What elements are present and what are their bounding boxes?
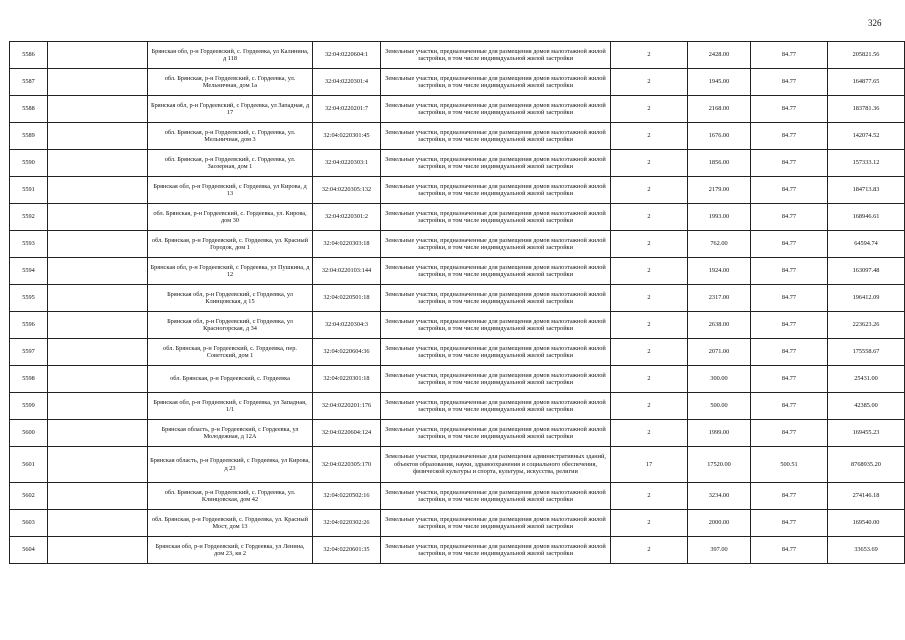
table-row xyxy=(10,393,905,420)
unit-price-cell: 84.77 xyxy=(751,483,828,510)
cadastral-value-cell: 142074.52 xyxy=(828,123,905,150)
category-code-cell: 2 xyxy=(611,510,688,537)
table-row xyxy=(10,204,905,231)
cadastral-number-cell: 32:04:0220304:3 xyxy=(313,312,381,339)
cadastral-value-cell: 175558.67 xyxy=(828,339,905,366)
cadastral-value-cell: 205821.56 xyxy=(828,42,905,69)
cadastral-value-cell: 274146.18 xyxy=(828,483,905,510)
permitted-use-cell: Земельные участки, предназначенные для размещения домов малоэтажной жилой застройки, в том числе индивидуальной жилой застройки xyxy=(381,96,611,123)
cadastral-number-cell: 32:04:0220303:1 xyxy=(313,150,381,177)
address-cell: Брянская обл, р-н Гордеевский, с. Гордеевка, ул Калинина, д 118 xyxy=(148,42,313,69)
address-cell: обл. Брянская, р-н Гордеевский, с. Гордеевка, ул. Кирова, дом 30 xyxy=(148,204,313,231)
row-number-cell: 5598 xyxy=(10,366,48,393)
row-number-cell: 5594 xyxy=(10,258,48,285)
area-cell: 2317.00 xyxy=(688,285,751,312)
table-row xyxy=(10,258,905,285)
category-code-cell: 2 xyxy=(611,123,688,150)
address-cell: Брянская обл, р-н Гордеевский, с Гордеевка, ул Западная, д 17 xyxy=(148,96,313,123)
permitted-use-cell: Земельные участки, предназначенные для размещения домов малоэтажной жилой застройки, в том числе индивидуальной жилой застройки xyxy=(381,258,611,285)
table-row xyxy=(10,510,905,537)
unit-price-cell: 84.77 xyxy=(751,420,828,447)
cadastral-number-cell: 32:04:0220305:132 xyxy=(313,177,381,204)
area-cell: 1676.00 xyxy=(688,123,751,150)
address-cell: Брянская обл, р-н Гордеевский, с Гордеевка, ул Западная, 1/1 xyxy=(148,393,313,420)
row-number-cell: 5597 xyxy=(10,339,48,366)
permitted-use-cell: Земельные участки, предназначенные для размещения домов малоэтажной жилой застройки, в том числе индивидуальной жилой застройки xyxy=(381,339,611,366)
row-number-cell: 5587 xyxy=(10,69,48,96)
unit-price-cell: 84.77 xyxy=(751,393,828,420)
category-code-cell: 17 xyxy=(611,447,688,483)
blank-cell xyxy=(48,231,148,258)
category-code-cell: 2 xyxy=(611,483,688,510)
address-cell: обл. Брянская, р-н Гордеевский, с. Гордеевка, ул. Заозерная, дом 1 xyxy=(148,150,313,177)
category-code-cell: 2 xyxy=(611,285,688,312)
unit-price-cell: 84.77 xyxy=(751,96,828,123)
cadastral-number-cell: 32:04:0220301:18 xyxy=(313,366,381,393)
unit-price-cell: 84.77 xyxy=(751,231,828,258)
blank-cell xyxy=(48,258,148,285)
unit-price-cell: 84.77 xyxy=(751,42,828,69)
permitted-use-cell: Земельные участки, предназначенные для размещения домов малоэтажной жилой застройки, в том числе индивидуальной жилой застройки xyxy=(381,123,611,150)
table-row xyxy=(10,537,905,564)
area-cell: 2071.00 xyxy=(688,339,751,366)
category-code-cell: 2 xyxy=(611,339,688,366)
cadastral-value-cell: 223623.26 xyxy=(828,312,905,339)
permitted-use-cell: Земельные участки, предназначенные для размещения домов малоэтажной жилой застройки, в том числе индивидуальной жилой застройки xyxy=(381,393,611,420)
table-row xyxy=(10,69,905,96)
cadastral-number-cell: 32:04:0220201:176 xyxy=(313,393,381,420)
row-number-cell: 5599 xyxy=(10,393,48,420)
category-code-cell: 2 xyxy=(611,258,688,285)
blank-cell xyxy=(48,537,148,564)
cadastral-number-cell: 32:04:0220302:26 xyxy=(313,510,381,537)
permitted-use-cell: Земельные участки, предназначенные для размещения домов малоэтажной жилой застройки, в том числе индивидуальной жилой застройки xyxy=(381,366,611,393)
permitted-use-cell: Земельные участки, предназначенные для размещения домов малоэтажной жилой застройки, в том числе индивидуальной жилой застройки xyxy=(381,231,611,258)
address-cell: обл. Брянская, р-н Гордеевский, с. Гордеевка, ул. Мельничная, дом 3 xyxy=(148,123,313,150)
permitted-use-cell: Земельные участки, предназначенные для размещения домов малоэтажной жилой застройки, в том числе индивидуальной жилой застройки xyxy=(381,510,611,537)
unit-price-cell: 84.77 xyxy=(751,69,828,96)
row-number-cell: 5600 xyxy=(10,420,48,447)
cadastral-value-cell: 33653.69 xyxy=(828,537,905,564)
address-cell: обл. Брянская, р-н Гордеевский, с. Гордеевка, ул. Красный Городок, дом 1 xyxy=(148,231,313,258)
blank-cell xyxy=(48,150,148,177)
blank-cell xyxy=(48,447,148,483)
row-number-cell: 5592 xyxy=(10,204,48,231)
area-cell: 17520.00 xyxy=(688,447,751,483)
category-code-cell: 2 xyxy=(611,393,688,420)
cadastral-value-cell: 8768935.20 xyxy=(828,447,905,483)
table-row xyxy=(10,447,905,483)
area-cell: 2638.00 xyxy=(688,312,751,339)
category-code-cell: 2 xyxy=(611,420,688,447)
table-row xyxy=(10,420,905,447)
blank-cell xyxy=(48,96,148,123)
table-body xyxy=(10,42,905,564)
blank-cell xyxy=(48,420,148,447)
address-cell: Брянская область, р-н Гордеевский, с Гордеевка, ул Кирова, д 23 xyxy=(148,447,313,483)
cadastral-value-cell: 169455.23 xyxy=(828,420,905,447)
cadastral-value-cell: 163097.48 xyxy=(828,258,905,285)
unit-price-cell: 84.77 xyxy=(751,537,828,564)
table-row xyxy=(10,285,905,312)
unit-price-cell: 84.77 xyxy=(751,177,828,204)
cadastral-number-cell: 32:04:0220201:7 xyxy=(313,96,381,123)
blank-cell xyxy=(48,204,148,231)
address-cell: Брянская область, р-н Гордеевский, с Гордеевка, ул Молодежная, д 12А xyxy=(148,420,313,447)
permitted-use-cell: Земельные участки, предназначенные для размещения домов малоэтажной жилой застройки, в том числе индивидуальной жилой застройки xyxy=(381,177,611,204)
blank-cell xyxy=(48,339,148,366)
table-row xyxy=(10,123,905,150)
permitted-use-cell: Земельные участки, предназначенные для размещения домов малоэтажной жилой застройки, в том числе индивидуальной жилой застройки xyxy=(381,204,611,231)
address-cell: Брянская обл, р-н Гордеевский, с Гордеевка, ул Красногорская, д 34 xyxy=(148,312,313,339)
row-number-cell: 5588 xyxy=(10,96,48,123)
table-row xyxy=(10,312,905,339)
cadastral-number-cell: 32:04:0220501:18 xyxy=(313,285,381,312)
cadastral-value-cell: 25431.00 xyxy=(828,366,905,393)
address-cell: обл. Брянская, р-н Гордеевский, с. Гордеевка, ул. Клинцовская, дом 42 xyxy=(148,483,313,510)
blank-cell xyxy=(48,312,148,339)
area-cell: 397.00 xyxy=(688,537,751,564)
address-cell: обл. Брянская, р-н Гордеевский, с. Гордеевка, ул. Мельничная, дом 1а xyxy=(148,69,313,96)
table-row xyxy=(10,366,905,393)
blank-cell xyxy=(48,510,148,537)
cadastral-number-cell: 32:04:0220604:36 xyxy=(313,339,381,366)
cadastral-number-cell: 32:04:0220305:170 xyxy=(313,447,381,483)
table-row xyxy=(10,177,905,204)
permitted-use-cell: Земельные участки, предназначенные для размещения домов малоэтажной жилой застройки, в том числе индивидуальной жилой застройки xyxy=(381,420,611,447)
unit-price-cell: 84.77 xyxy=(751,312,828,339)
area-cell: 1924.00 xyxy=(688,258,751,285)
cadastral-number-cell: 32:04:0220502:16 xyxy=(313,483,381,510)
blank-cell xyxy=(48,285,148,312)
area-cell: 2000.00 xyxy=(688,510,751,537)
blank-cell xyxy=(48,366,148,393)
cadastral-number-cell: 32:04:0220604:1 xyxy=(313,42,381,69)
cadastral-value-cell: 169540.00 xyxy=(828,510,905,537)
unit-price-cell: 84.77 xyxy=(751,366,828,393)
category-code-cell: 2 xyxy=(611,42,688,69)
unit-price-cell: 500.51 xyxy=(751,447,828,483)
area-cell: 300.00 xyxy=(688,366,751,393)
permitted-use-cell: Земельные участки, предназначенные для размещения домов малоэтажной жилой застройки, в том числе индивидуальной жилой застройки xyxy=(381,150,611,177)
cadastral-value-cell: 157333.12 xyxy=(828,150,905,177)
area-cell: 1945.00 xyxy=(688,69,751,96)
permitted-use-cell: Земельные участки, предназначенные для размещения домов малоэтажной жилой застройки, в том числе индивидуальной жилой застройки xyxy=(381,537,611,564)
permitted-use-cell: Земельные участки, предназначенные для размещения домов малоэтажной жилой застройки, в том числе индивидуальной жилой застройки xyxy=(381,312,611,339)
category-code-cell: 2 xyxy=(611,96,688,123)
permitted-use-cell: Земельные участки, предназначенные для размещения домов малоэтажной жилой застройки, в том числе индивидуальной жилой застройки xyxy=(381,483,611,510)
area-cell: 2428.00 xyxy=(688,42,751,69)
cadastral-value-cell: 196412.09 xyxy=(828,285,905,312)
unit-price-cell: 84.77 xyxy=(751,258,828,285)
category-code-cell: 2 xyxy=(611,69,688,96)
category-code-cell: 2 xyxy=(611,366,688,393)
blank-cell xyxy=(48,69,148,96)
area-cell: 500.00 xyxy=(688,393,751,420)
unit-price-cell: 84.77 xyxy=(751,285,828,312)
category-code-cell: 2 xyxy=(611,150,688,177)
cadastral-number-cell: 32:04:0220601:35 xyxy=(313,537,381,564)
area-cell: 2179.00 xyxy=(688,177,751,204)
blank-cell xyxy=(48,42,148,69)
cadastral-value-cell: 64594.74 xyxy=(828,231,905,258)
area-cell: 3234.00 xyxy=(688,483,751,510)
blank-cell xyxy=(48,393,148,420)
address-cell: обл. Брянская, р-н Гордеевский, с. Гордеевка, ул. Красный Мост, дом 13 xyxy=(148,510,313,537)
row-number-cell: 5586 xyxy=(10,42,48,69)
address-cell: обл. Брянская, р-н Гордеевский, с. Гордеевка, пер. Советский, дом 1 xyxy=(148,339,313,366)
cadastral-value-cell: 184713.83 xyxy=(828,177,905,204)
cadastral-number-cell: 32:04:0220103:144 xyxy=(313,258,381,285)
row-number-cell: 5602 xyxy=(10,483,48,510)
unit-price-cell: 84.77 xyxy=(751,510,828,537)
cadastral-number-cell: 32:04:0220301:2 xyxy=(313,204,381,231)
table-row xyxy=(10,231,905,258)
row-number-cell: 5601 xyxy=(10,447,48,483)
category-code-cell: 2 xyxy=(611,537,688,564)
unit-price-cell: 84.77 xyxy=(751,204,828,231)
table-row xyxy=(10,42,905,69)
table-row xyxy=(10,96,905,123)
area-cell: 1999.00 xyxy=(688,420,751,447)
area-cell: 2168.00 xyxy=(688,96,751,123)
row-number-cell: 5591 xyxy=(10,177,48,204)
address-cell: Брянская обл, р-н Гордеевский, с Гордеевка, ул Пушкина, д 12 xyxy=(148,258,313,285)
address-cell: Брянская обл, р-н Гордеевский, с Гордеевка, ул Ленина, дом 23, кв 2 xyxy=(148,537,313,564)
address-cell: обл. Брянская, р-н Гордеевский, с. Гордеевка xyxy=(148,366,313,393)
land-registry-table xyxy=(9,41,905,564)
cadastral-value-cell: 164877.65 xyxy=(828,69,905,96)
category-code-cell: 2 xyxy=(611,177,688,204)
page-number: 326 xyxy=(868,18,882,28)
area-cell: 1856.00 xyxy=(688,150,751,177)
unit-price-cell: 84.77 xyxy=(751,123,828,150)
permitted-use-cell: Земельные участки, предназначенные для размещения административных зданий, объектов образования, науки, здравоохранения и социального обеспечения, физической культуры и спорта, культуры, искусства, религии xyxy=(381,447,611,483)
row-number-cell: 5603 xyxy=(10,510,48,537)
blank-cell xyxy=(48,123,148,150)
table-row xyxy=(10,339,905,366)
row-number-cell: 5589 xyxy=(10,123,48,150)
table-row xyxy=(10,150,905,177)
unit-price-cell: 84.77 xyxy=(751,150,828,177)
row-number-cell: 5595 xyxy=(10,285,48,312)
blank-cell xyxy=(48,483,148,510)
cadastral-number-cell: 32:04:0220303:18 xyxy=(313,231,381,258)
permitted-use-cell: Земельные участки, предназначенные для размещения домов малоэтажной жилой застройки, в том числе индивидуальной жилой застройки xyxy=(381,69,611,96)
cadastral-number-cell: 32:04:0220604:124 xyxy=(313,420,381,447)
blank-cell xyxy=(48,177,148,204)
cadastral-value-cell: 183781.36 xyxy=(828,96,905,123)
table-row xyxy=(10,483,905,510)
permitted-use-cell: Земельные участки, предназначенные для размещения домов малоэтажной жилой застройки, в том числе индивидуальной жилой застройки xyxy=(381,42,611,69)
cadastral-number-cell: 32:04:0220301:45 xyxy=(313,123,381,150)
unit-price-cell: 84.77 xyxy=(751,339,828,366)
row-number-cell: 5593 xyxy=(10,231,48,258)
category-code-cell: 2 xyxy=(611,231,688,258)
area-cell: 762.00 xyxy=(688,231,751,258)
row-number-cell: 5604 xyxy=(10,537,48,564)
cadastral-value-cell: 42385.00 xyxy=(828,393,905,420)
area-cell: 1993.00 xyxy=(688,204,751,231)
row-number-cell: 5596 xyxy=(10,312,48,339)
cadastral-number-cell: 32:04:0220301:4 xyxy=(313,69,381,96)
cadastral-value-cell: 168946.61 xyxy=(828,204,905,231)
category-code-cell: 2 xyxy=(611,312,688,339)
row-number-cell: 5590 xyxy=(10,150,48,177)
address-cell: Брянская обл, р-н Гордеевский, с Гордеевка, ул Кирова, д 13 xyxy=(148,177,313,204)
permitted-use-cell: Земельные участки, предназначенные для размещения домов малоэтажной жилой застройки, в том числе индивидуальной жилой застройки xyxy=(381,285,611,312)
address-cell: Брянская обл, р-н Гордеевский, с Гордеевка, ул Клинцовская, д 15 xyxy=(148,285,313,312)
category-code-cell: 2 xyxy=(611,204,688,231)
